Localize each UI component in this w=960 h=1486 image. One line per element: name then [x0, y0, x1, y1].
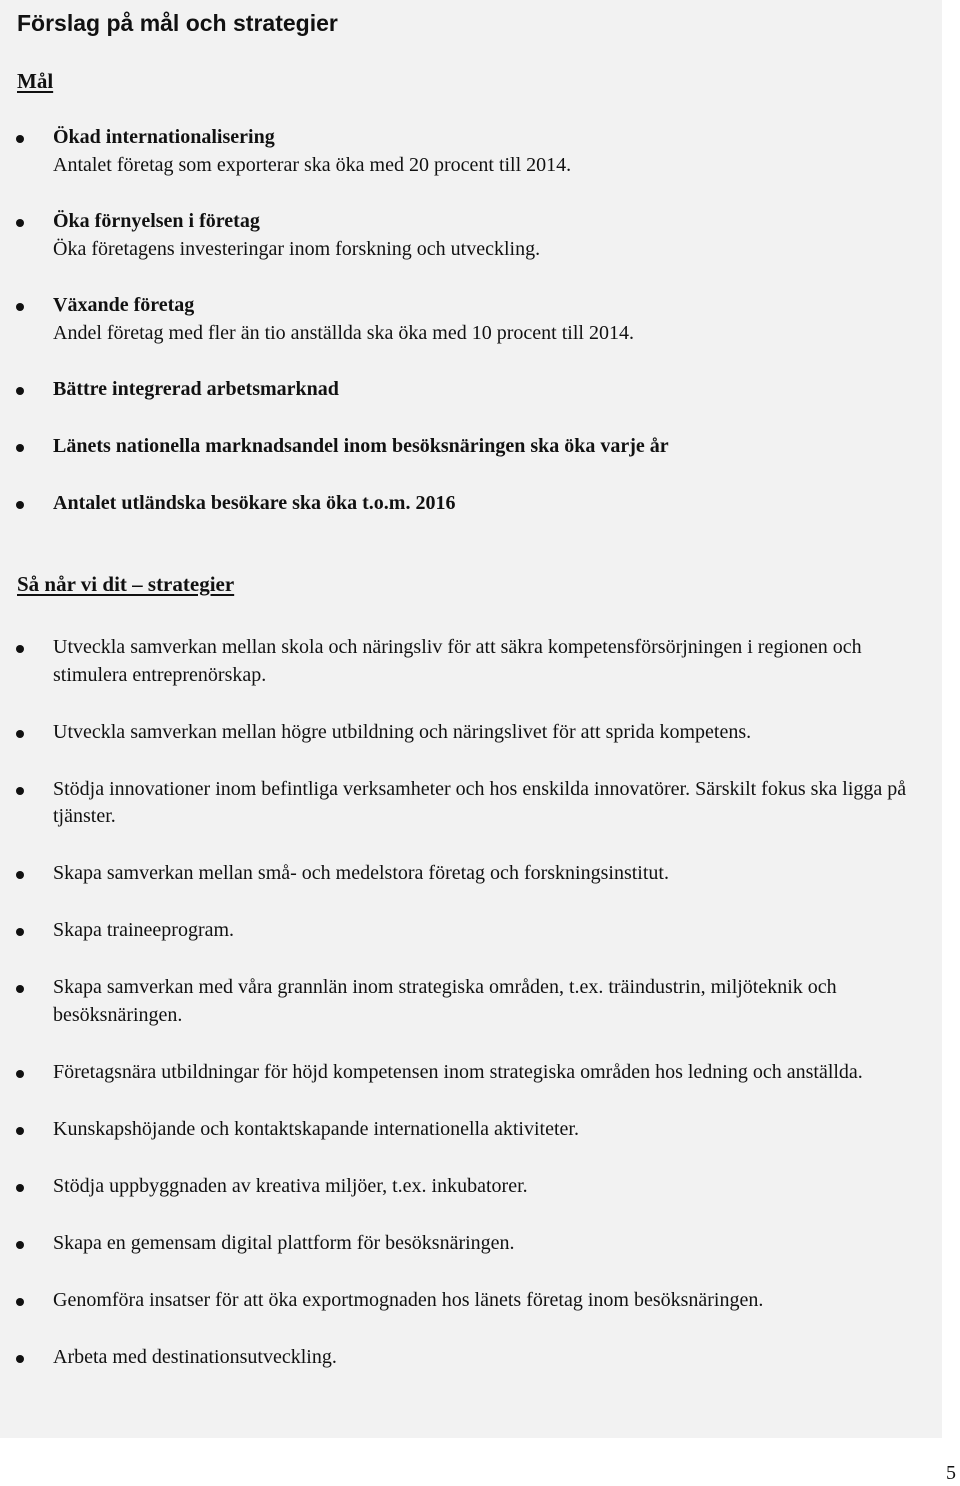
strategy-item: Utveckla samverkan mellan skola och näringsliv för att säkra kompetensförsörjningen i regionen och stimulera entreprenörskap. [0, 634, 942, 689]
goal-item [0, 376, 942, 404]
goal-item [0, 490, 942, 518]
goal-text: Andel företag med fler än tio anställda ska öka med 10 procent till 2014. [53, 321, 634, 344]
goal-item [0, 208, 942, 263]
goal-text: Antalet företag som exporterar ska öka med 20 procent till 2014. [53, 153, 572, 176]
page-number: 5 [946, 1462, 956, 1484]
strategy-item: Arbeta med destinationsutveckling. [0, 1344, 942, 1372]
strategies-list [0, 634, 942, 1401]
strategy-item: Kunskapshöjande och kontaktskapande internationella aktiviteter. [0, 1116, 942, 1144]
goals-list [0, 124, 942, 547]
goal-title: Öka förnyelsen i företag [53, 210, 260, 232]
goal-text: Öka företagens investeringar inom forskning och utveckling. [53, 237, 541, 260]
goal-title: Bättre integrerad arbetsmarknad [53, 378, 339, 400]
strategy-item: Stödja uppbyggnaden av kreativa miljöer, t.ex. inkubatorer. [0, 1173, 942, 1201]
goal-title: Antalet utländska besökare ska öka t.o.m. 2016 [53, 492, 456, 514]
goals-heading: Mål [17, 69, 54, 93]
goal-title: Växande företag [53, 294, 195, 316]
strategy-item: Skapa traineeprogram. [0, 917, 942, 945]
strategy-item: Genomföra insatser för att öka exportmognaden hos länets företag inom besöksnäringen. [0, 1287, 942, 1315]
strategy-item: Stödja innovationer inom befintliga verksamheter och hos enskilda innovatörer. Särskilt fokus ska ligga på tjänster. [0, 776, 942, 831]
page-title: Förslag på mål och strategier [17, 10, 338, 36]
strategy-item: Företagsnära utbildningar för höjd kompetensen inom strategiska områden hos ledning och anställda. [0, 1059, 942, 1087]
strategy-item: Skapa samverkan med våra grannlän inom strategiska områden, t.ex. träindustrin, miljöteknik och besöksnäringen. [0, 974, 942, 1029]
goal-title: Ökad internationalisering [53, 126, 275, 148]
strategy-item: Skapa en gemensam digital plattform för besöksnäringen. [0, 1230, 942, 1258]
goal-title: Länets nationella marknadsandel inom besöksnäringen ska öka varje år [53, 435, 669, 457]
goal-item [0, 124, 942, 179]
strategy-item: Utveckla samverkan mellan högre utbildning och näringslivet för att sprida kompetens. [0, 719, 942, 747]
strategies-heading: Så når vi dit – strategier [17, 572, 235, 596]
goal-item [0, 292, 942, 347]
goal-item [0, 433, 942, 461]
strategy-item: Skapa samverkan mellan små- och medelstora företag och forskningsinstitut. [0, 860, 942, 888]
